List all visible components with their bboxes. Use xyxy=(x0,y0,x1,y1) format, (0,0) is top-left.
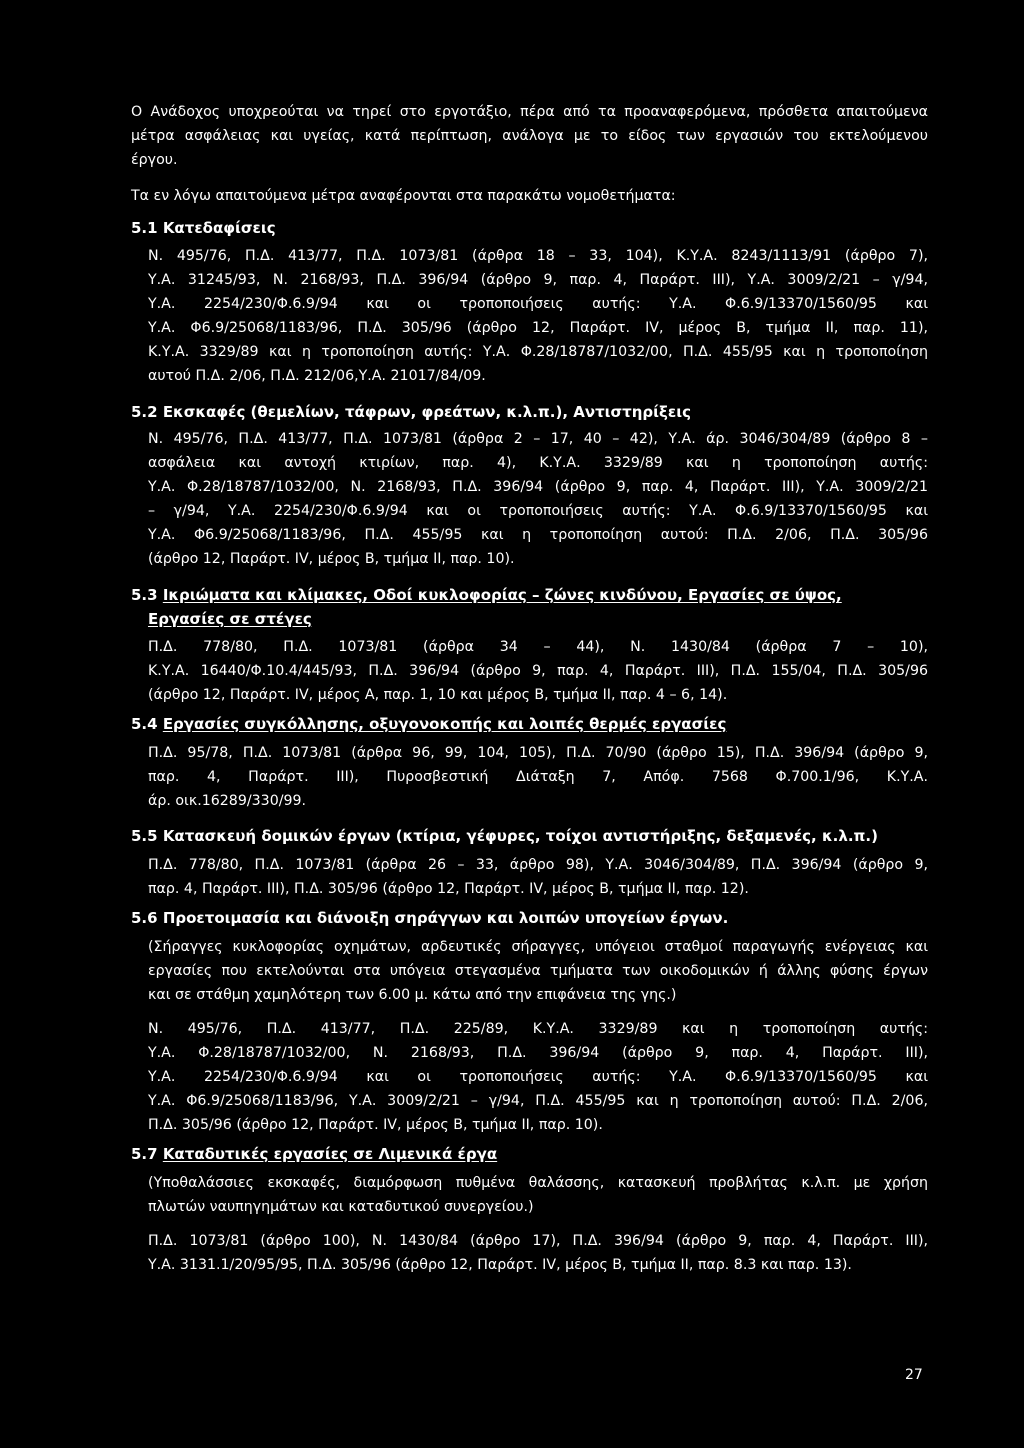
section-title: Καταδυτικές εργασίες σε Λιμενικά έργα xyxy=(162,1145,498,1163)
intro-line: μέτρα ασφάλειας και υγείας, κατά περίπτωση, ανάλογα με το είδος των εργασιών του εκτελούμενου xyxy=(131,128,928,144)
section-body-line: αυτού Π.Δ. 2/06, Π.Δ. 212/06,Υ.Α. 21017/84/09. xyxy=(148,368,486,384)
section-number: 5.4 xyxy=(131,715,158,733)
page-number: 27 xyxy=(905,1367,923,1383)
section-body-line: άρ. οικ.16289/330/99. xyxy=(148,793,307,809)
section-body-line: Π.Δ. 778/80, Π.Δ. 1073/81 (άρθρα 26 – 33, άρθρο 98), Υ.Α. 3046/304/89, Π.Δ. 396/94 (άρθρο 9, xyxy=(148,857,928,873)
section-title: Κατασκευή δομικών έργων (κτίρια, γέφυρες, τοίχοι αντιστήριξης, δεξαμενές, κ.λ.π.) xyxy=(162,827,878,845)
section-heading xyxy=(131,219,276,237)
section-title: Εργασίες σε στέγες xyxy=(148,610,312,628)
section-body-line: Υ.Α. 3131.1/20/95/95, Π.Δ. 305/96 (άρθρο 12, Παράρτ. IV, μέρος Β, τμήμα ΙΙ, παρ. 8.3 και παρ. 13). xyxy=(148,1257,852,1273)
section-body-line: (Σήραγγες κυκλοφορίας οχημάτων, αρδευτικές σήραγγες, υπόγειοι σταθμοί παραγωγής ενέργειας και xyxy=(148,939,928,955)
section-body-line: Υ.Α. 2254/230/Φ.6.9/94 και οι τροποποιήσεις αυτής: Υ.Α. Φ.6.9/13370/1560/95 και xyxy=(148,296,928,312)
section-number: 5.6 xyxy=(131,909,158,927)
section-number: 5.5 xyxy=(131,827,158,845)
section-body-line: Υ.Α. Φ.28/18787/1032/00, Ν. 2168/93, Π.Δ. 396/94 (άρθρο 9, παρ. 4, Παράρτ. ΙΙΙ), Υ.Α. 3009/2/21 xyxy=(148,479,928,495)
section-heading xyxy=(131,715,726,733)
section-body-line: Π.Δ. 778/80, Π.Δ. 1073/81 (άρθρα 34 – 44), Ν. 1430/84 (άρθρα 7 – 10), xyxy=(148,639,928,655)
section-title: Κατεδαφίσεις xyxy=(162,219,276,237)
section-body-line: – γ/94, Υ.Α. 2254/230/Φ.6.9/94 και οι τροποποιήσεις αυτής: Υ.Α. Φ.6.9/13370/1560/95 και xyxy=(148,503,928,519)
section-body-line: Ν. 495/76, Π.Δ. 413/77, Π.Δ. 225/89, Κ.Υ.Α. 3329/89 και η τροποποίηση αυτής: xyxy=(148,1021,928,1037)
section-heading xyxy=(131,403,691,421)
section-title: Εργασίες συγκόλλησης, οξυγονοκοπής και λοιπές θερμές εργασίες xyxy=(162,715,727,733)
section-body-line: (Υποθαλάσσιες εκσκαφές, διαμόρφωση πυθμένα θαλάσσης, κατασκευή προβλήτας κ.λ.π. με χρήση xyxy=(148,1175,928,1191)
section-body-line: (άρθρο 12, Παράρτ. IV, μέρος Β, τμήμα ΙΙ, παρ. 10). xyxy=(148,551,515,567)
section-body-line: ασφάλεια και αντοχή κτιρίων, παρ. 4), Κ.Υ.Α. 3329/89 και η τροποποίηση αυτής: xyxy=(148,455,928,471)
section-body-line: Υ.Α. 2254/230/Φ.6.9/94 και οι τροποποιήσεις αυτής: Υ.Α. Φ.6.9/13370/1560/95 και xyxy=(148,1069,928,1085)
section-heading xyxy=(131,1145,497,1163)
section-number: 5.2 xyxy=(131,403,158,421)
section-body-line: πλωτών ναυπηγημάτων και καταδυτικού συνεργείου.) xyxy=(148,1199,534,1215)
section-title: Προετοιμασία και διάνοιξη σηράγγων και λοιπών υπογείων έργων. xyxy=(162,909,729,927)
section-body-line: Ν. 495/76, Π.Δ. 413/77, Π.Δ. 1073/81 (άρθρα 2 – 17, 40 – 42), Υ.Α. άρ. 3046/304/89 (άρθρο 8 – xyxy=(148,431,928,447)
section-body-line: Π.Δ. 1073/81 (άρθρο 100), Ν. 1430/84 (άρθρο 17), Π.Δ. 396/94 (άρθρο 9, παρ. 4, Παράρτ. ΙΙΙ), xyxy=(148,1233,928,1249)
section-body-line: Ν. 495/76, Π.Δ. 413/77, Π.Δ. 1073/81 (άρθρα 18 – 33, 104), Κ.Υ.Α. 8243/1113/91 (άρθρο 7), xyxy=(148,248,928,264)
intro-line: Τα εν λόγω απαιτούμενα μέτρα αναφέρονται στα παρακάτω νομοθετήματα: xyxy=(131,188,676,204)
section-body-line: παρ. 4, Παράρτ. ΙΙΙ), Πυροσβεστική Διάταξη 7, Απόφ. 7568 Φ.700.1/96, Κ.Υ.Α. xyxy=(148,769,928,785)
section-body-line: Υ.Α. Φ6.9/25068/1183/96, Π.Δ. 305/96 (άρθρο 12, Παράρτ. IV, μέρος Β, τμήμα ΙΙ, παρ. 11), xyxy=(148,320,928,336)
section-number: 5.7 xyxy=(131,1145,158,1163)
section-heading-continued xyxy=(148,610,312,628)
section-body-line: Υ.Α. 31245/93, Ν. 2168/93, Π.Δ. 396/94 (άρθρο 9, παρ. 4, Παράρτ. ΙΙΙ), Υ.Α. 3009/2/21 – γ/94, xyxy=(148,272,928,288)
section-heading xyxy=(131,909,728,927)
section-body-line: και σε στάθμη χαμηλότερη των 6.00 μ. κάτω από την επιφάνεια της γης.) xyxy=(148,987,677,1003)
intro-line: έργου. xyxy=(131,152,178,168)
section-title: Ικριώματα και κλίμακες, Οδοί κυκλοφορίας – ζώνες κινδύνου, Εργασίες σε ύψος, xyxy=(162,586,842,604)
section-body-line: εργασίες που εκτελούνται στα υπόγεια στεγασμένα τμήματα των οικοδομικών ή άλλης φύσης έργων xyxy=(148,963,928,979)
section-body-line: Κ.Υ.Α. 16440/Φ.10.4/445/93, Π.Δ. 396/94 (άρθρο 9, παρ. 4, Παράρτ. ΙΙΙ), Π.Δ. 155/04, Π.Δ. 305/96 xyxy=(148,663,928,679)
section-body-line: (άρθρο 12, Παράρτ. IV, μέρος Α, παρ. 1, 10 και μέρος Β, τμήμα ΙΙ, παρ. 4 – 6, 14). xyxy=(148,687,728,703)
section-body-line: Π.Δ. 95/78, Π.Δ. 1073/81 (άρθρα 96, 99, 104, 105), Π.Δ. 70/90 (άρθρο 15), Π.Δ. 396/94 (άρθρο 9, xyxy=(148,745,928,761)
section-body-line: Υ.Α. Φ.28/18787/1032/00, Ν. 2168/93, Π.Δ. 396/94 (άρθρο 9, παρ. 4, Παράρτ. ΙΙΙ), xyxy=(148,1045,928,1061)
section-body-line: Π.Δ. 305/96 (άρθρο 12, Παράρτ. IV, μέρος Β, τμήμα ΙΙ, παρ. 10). xyxy=(148,1117,603,1133)
section-heading xyxy=(131,586,928,604)
section-number: 5.3 xyxy=(131,586,158,604)
section-number: 5.1 xyxy=(131,219,158,237)
section-body-line: Κ.Υ.Α. 3329/89 και η τροποποίηση αυτής: Υ.Α. Φ.28/18787/1032/00, Π.Δ. 455/95 και η τροποποίηση xyxy=(148,344,928,360)
section-body-line: Υ.Α. Φ6.9/25068/1183/96, Υ.Α. 3009/2/21 – γ/94, Π.Δ. 455/95 και η τροποποίηση αυτού: Π.Δ. 2/06, xyxy=(148,1093,928,1109)
section-body-line: παρ. 4, Παράρτ. ΙΙΙ), Π.Δ. 305/96 (άρθρο 12, Παράρτ. IV, μέρος Β, τμήμα ΙΙ, παρ. 12). xyxy=(148,881,749,897)
section-title: Εκσκαφές (θεμελίων, τάφρων, φρεάτων, κ.λ.π.), Αντιστηρίξεις xyxy=(162,403,691,421)
intro-line: Ο Ανάδοχος υποχρεούται να τηρεί στο εργοτάξιο, πέρα από τα προαναφερόμενα, πρόσθετα απαιτούμενα xyxy=(131,104,928,120)
section-heading xyxy=(131,827,878,845)
section-body-line: Υ.Α. Φ6.9/25068/1183/96, Π.Δ. 455/95 και η τροποποίηση αυτού: Π.Δ. 2/06, Π.Δ. 305/96 xyxy=(148,527,928,543)
